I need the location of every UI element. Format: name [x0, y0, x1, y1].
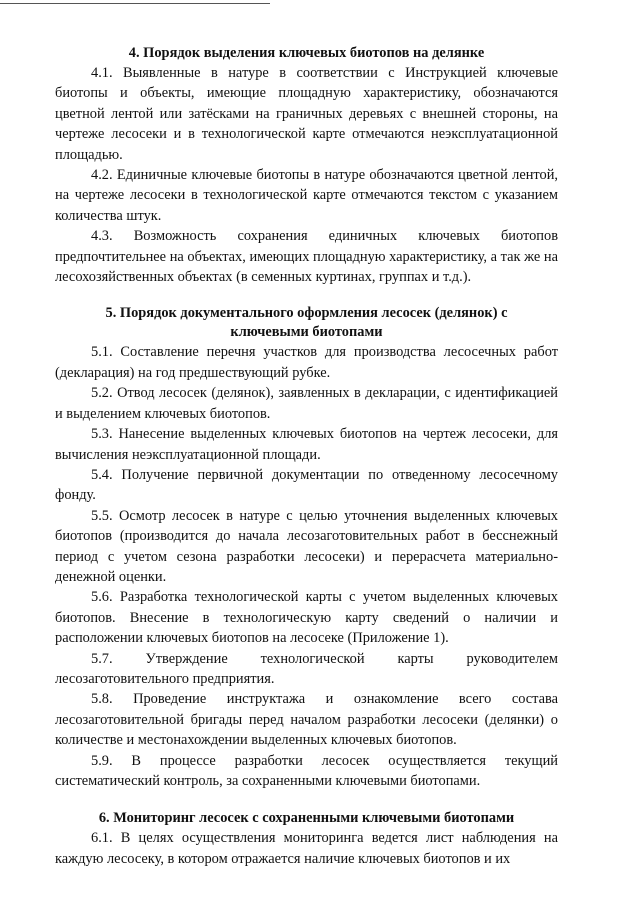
top-rule — [0, 3, 270, 4]
section-6-heading: 6. Мониторинг лесосек с сохраненными ключевыми биотопами — [98, 810, 515, 827]
section-4-heading: 4. Порядок выделения ключевых биотопов на делянке — [128, 45, 485, 61]
paragraph-5-9: 5.9. В процессе разработки лесосек осуществляется текущий систематический контроль, за сохраненными ключевыми биотопами. — [55, 752, 558, 789]
paragraph-5-4: 5.4. Получение первичной документации по отведенному лесосечному фонду. — [55, 466, 558, 504]
paragraph-5-6: 5.6. Разработка технологической карты с учетом выделенных ключевых биотопов. Внесение в технологическую карту сведений о наличии и расположении ключевых биотопов на лесосеке (Приложение 1). — [55, 589, 558, 647]
paragraph-6-1: 6.1. В целях осуществления мониторинга ведется лист наблюдения на каждую лесосеку, в котором отражается наличие ключевых биотопов и их — [55, 830, 558, 867]
paragraph-5-3: 5.3. Нанесение выделенных ключевых биотопов на чертеж лесосеки, для вычисления неэксплуатационной площади. — [55, 426, 558, 463]
paragraph-5-2: 5.2. Отвод лесосек (делянок), заявленных в декларации, с идентификацией и выделением ключевых биотопов. — [55, 385, 558, 422]
paragraph-5-8: 5.8. Проведение инструктажа и ознакомление всего состава лесозаготовительной бригады перед началом разработки лесосеки (делянки) о количестве и местонахождении выделенных ключевых биотопов. — [55, 691, 558, 749]
section-5-heading — [55, 304, 558, 342]
section-gap — [55, 287, 558, 304]
section-gap — [55, 791, 558, 809]
section-5-heading-line-1: 5. Порядок документального оформления лесосек (делянок) с — [105, 305, 508, 322]
section-5-heading-line-2: ключевыми биотопами — [230, 324, 383, 341]
document-page — [55, 44, 558, 869]
paragraph-5-1: 5.1. Составление перечня участков для производства лесосечных работ (декларация) на год предшествующий рубке. — [55, 344, 558, 381]
paragraph-5-5: 5.5. Осмотр лесосек в натуре с целью уточнения выделенных ключевых биотопов (производится до начала лесозаготовительных работ в бесснежный период с учетом сезона разработки лесосеки) и перерасчета материально-денежной оценки. — [55, 507, 558, 585]
paragraph-5-7: 5.7. Утверждение технологической карты руководителем лесозаготовительного предприятия. — [55, 650, 558, 687]
paragraph-4-2: 4.2. Единичные ключевые биотопы в натуре обозначаются цветной лентой, на чертеже лесосеки в технологической карте отмечаются текстом с указанием количества штук. — [55, 167, 558, 224]
paragraph-4-3: 4.3. Возможность сохранения единичных ключевых биотопов предпочтительнее на объектах, имеющих площадную характеристику, а так же на лесохозяйственных объектах (в семенных куртинах, группах и т.д.). — [55, 228, 558, 286]
paragraph-4-1: 4.1. Выявленные в натуре в соответствии с Инструкцией ключевые биотопы и объекты, имеющие площадную характеристику, обозначаются цветной лентой или затёсками на граничных деревьях с внешней стороны, на чертеже лесосеки и в технологической карте отмечаются неэксплуатационной площадью. — [55, 65, 558, 163]
